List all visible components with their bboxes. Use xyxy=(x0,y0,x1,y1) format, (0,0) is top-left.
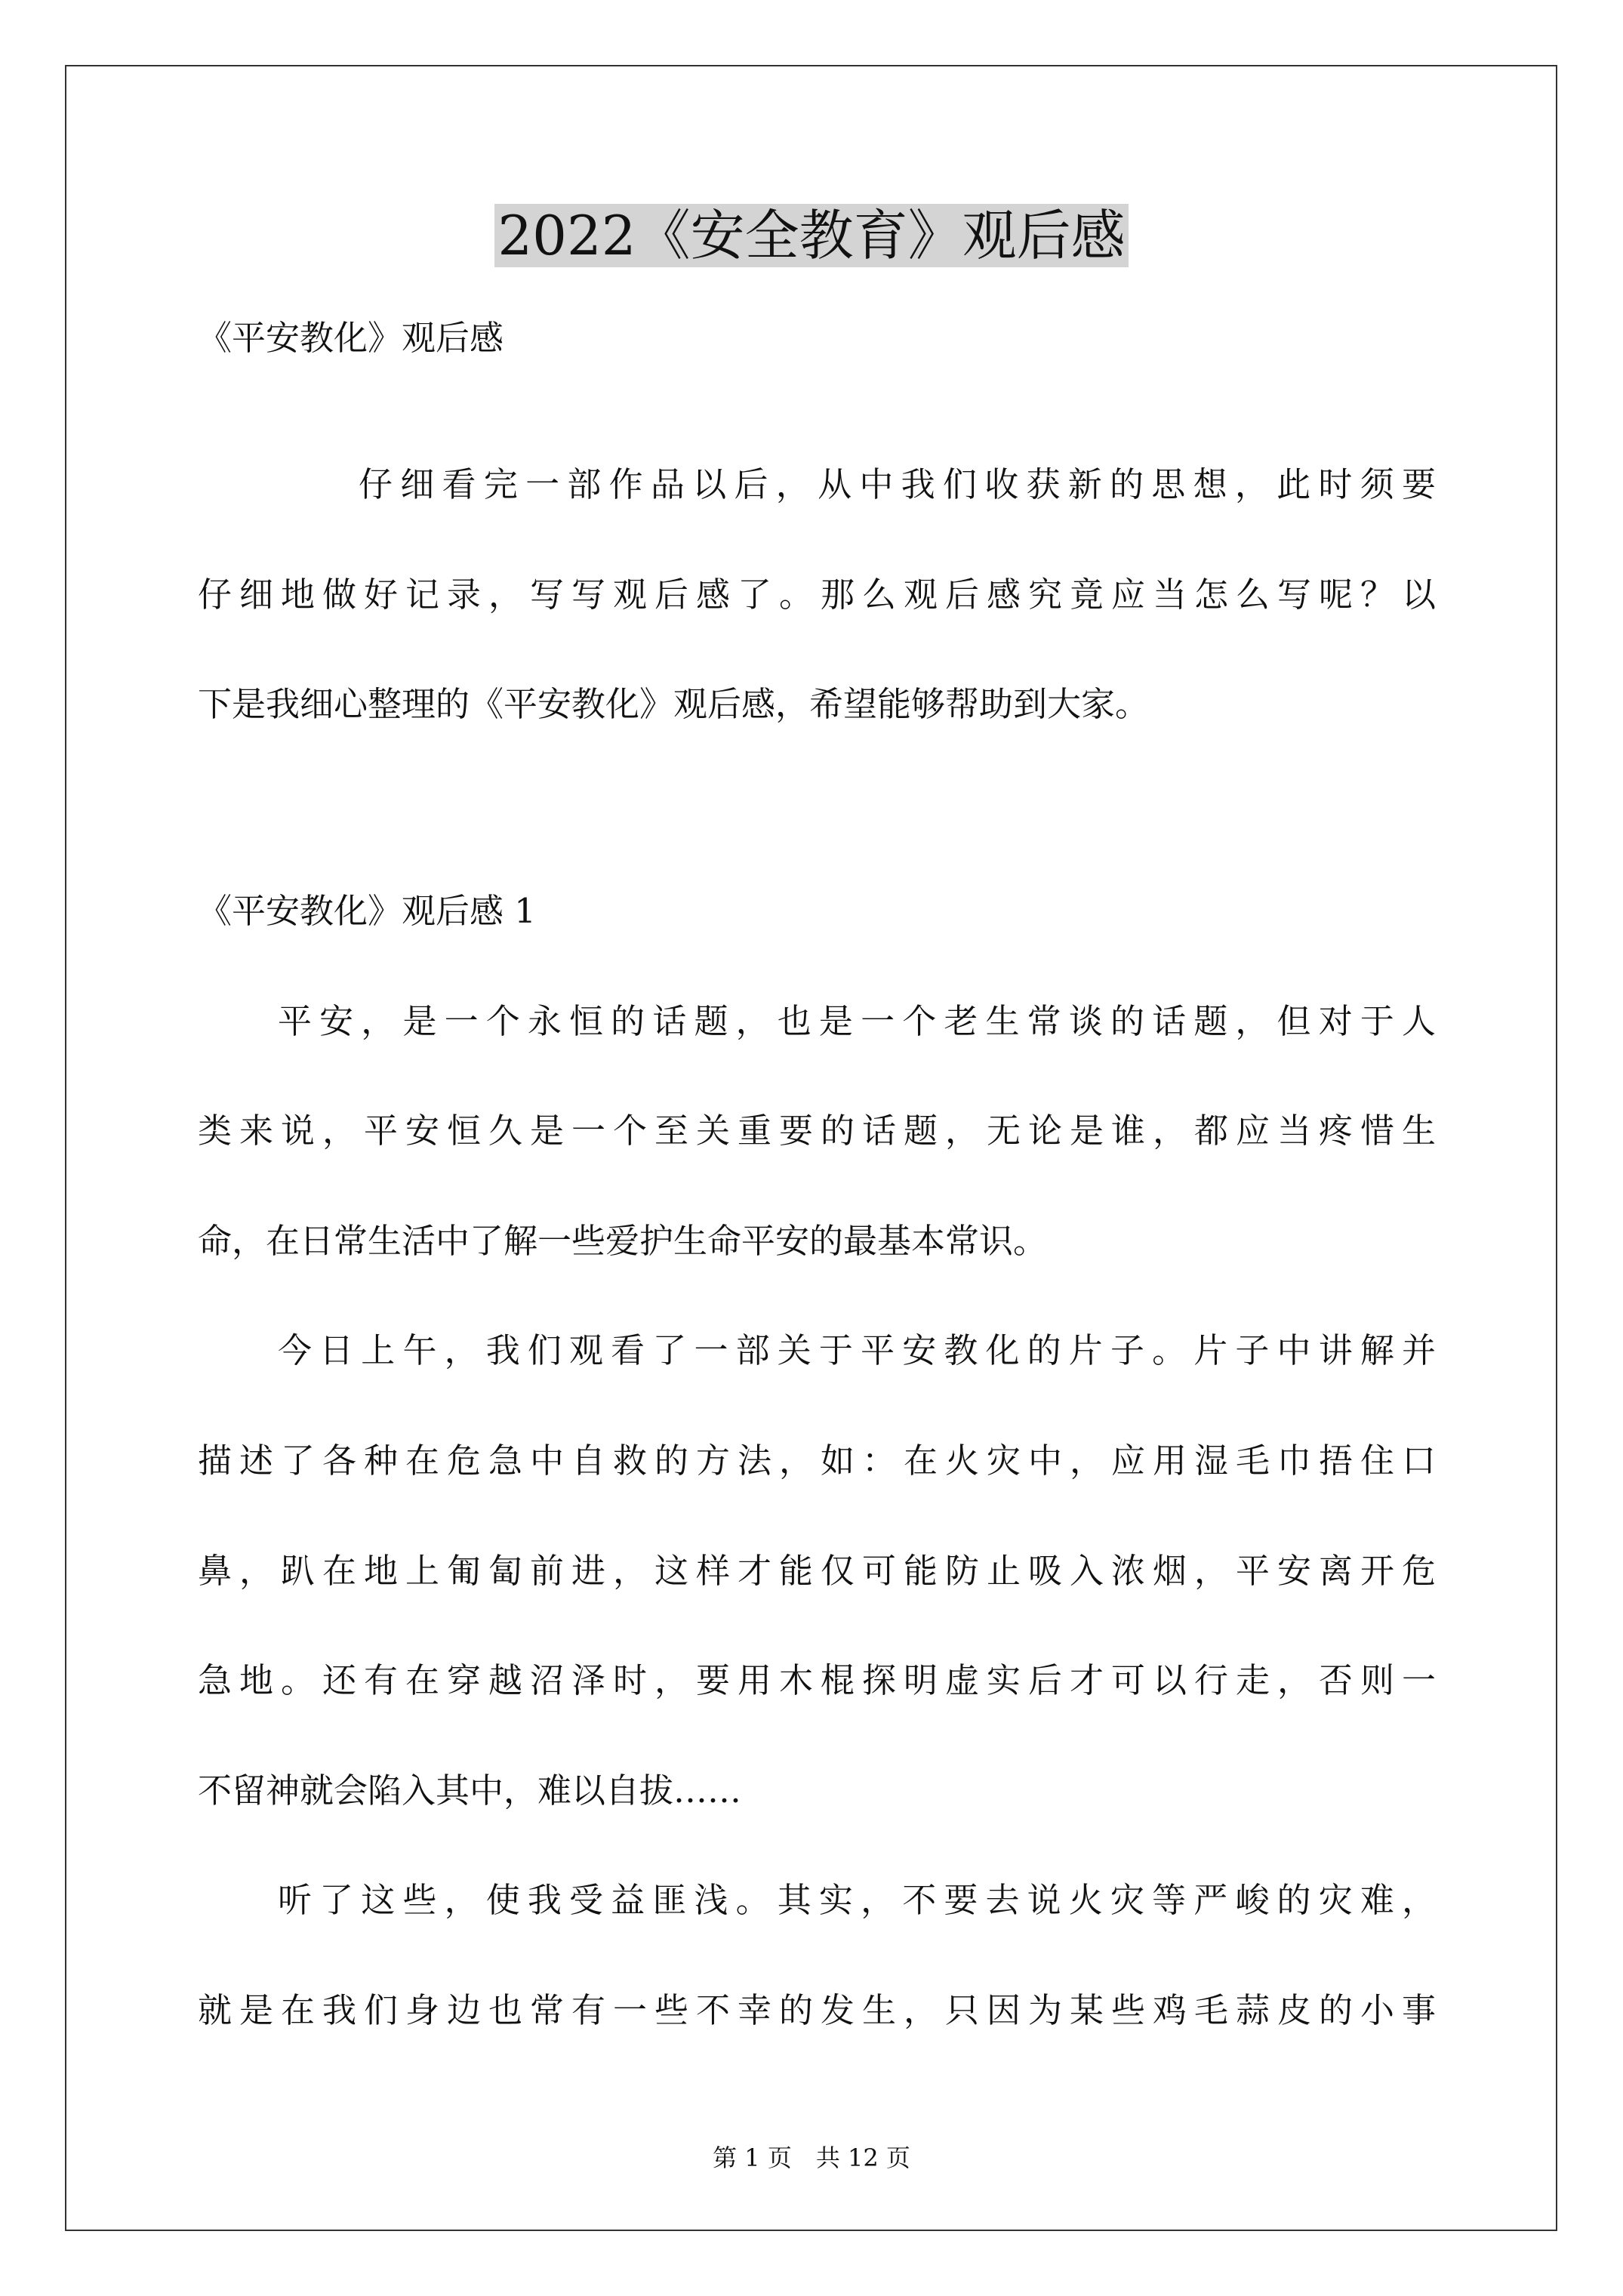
section-heading: 《平安教化》观后感 1 xyxy=(198,891,536,931)
para1-line-1: 平安，是一个永恒的话题，也是一个老生常谈的话题，但对于人 xyxy=(278,1001,1436,1041)
para2-line-3: 鼻，趴在地上匍匐前进，这样才能仅可能防止吸入浓烟，平安离开危 xyxy=(198,1551,1436,1591)
document-subtitle: 《平安教化》观后感 xyxy=(198,318,504,358)
para2-line-2: 描述了各种在危急中自救的方法，如：在火灾中，应用湿毛巾捂住口 xyxy=(198,1441,1436,1481)
para2-line-5: 不留神就会陷入其中，难以自拔…… xyxy=(198,1771,742,1811)
para1-line-2: 类来说，平安恒久是一个至关重要的话题，无论是谁，都应当疼惜生 xyxy=(198,1111,1436,1151)
para3-line-1: 听了这些，使我受益匪浅。其实，不要去说火灾等严峻的灾难， xyxy=(278,1880,1436,1920)
para2-line-4: 急地。还有在穿越沼泽时，要用木棍探明虚实后才可以行走，否则一 xyxy=(198,1660,1436,1700)
para2-line-1: 今日上午，我们观看了一部关于平安教化的片子。片子中讲解并 xyxy=(278,1330,1436,1370)
page-footer: 第 1 页 共 12 页 xyxy=(713,2143,910,2172)
intro-line-2: 仔细地做好记录，写写观后感了。那么观后感究竟应当怎么写呢？以 xyxy=(198,575,1436,615)
para1-line-3: 命，在日常生活中了解一些爱护生命平安的最基本常识。 xyxy=(198,1221,1048,1261)
intro-line-1: 仔细看完一部作品以后，从中我们收获新的思想，此时须要 xyxy=(359,464,1436,504)
para3-line-2: 就是在我们身边也常有一些不幸的发生，只因为某些鸡毛蒜皮的小事 xyxy=(198,1990,1436,2030)
intro-line-3: 下是我细心整理的《平安教化》观后感，希望能够帮助到大家。 xyxy=(198,684,1150,724)
document-title xyxy=(0,198,1623,273)
title-text: 2022《安全教育》观后感 xyxy=(494,204,1128,267)
